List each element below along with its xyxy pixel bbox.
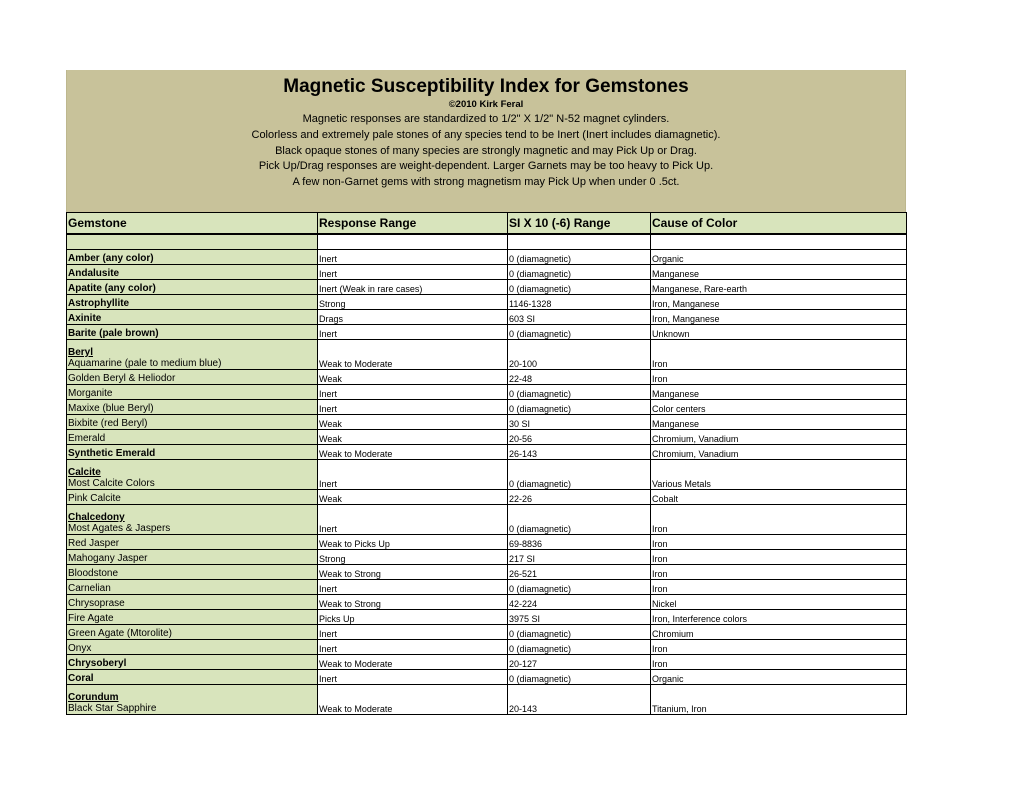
si-range-cell[interactable]: 26-521	[508, 565, 651, 580]
gemstone-cell[interactable]	[67, 460, 318, 490]
cause-of-color-cell[interactable]: Color centers	[651, 400, 907, 415]
si-range-cell[interactable]: 603 SI	[508, 310, 651, 325]
si-range-cell[interactable]: 42-224	[508, 595, 651, 610]
si-range-cell[interactable]: 1146-1328	[508, 295, 651, 310]
gemstone-name: Green Agate (Mtorolite)	[68, 628, 172, 639]
title-block	[66, 70, 906, 212]
cause-of-color-cell[interactable]: Iron, Manganese	[651, 295, 907, 310]
si-range-cell[interactable]: 0 (diamagnetic)	[508, 280, 651, 295]
cause-of-color-cell[interactable]: Various Metals	[651, 460, 907, 490]
response-cell[interactable]: Inert	[318, 265, 508, 280]
si-range-cell[interactable]: 0 (diamagnetic)	[508, 460, 651, 490]
gemstone-name: Fire Agate	[68, 613, 114, 624]
copyright: ©2010 Kirk Feral	[448, 99, 524, 110]
si-range-cell[interactable]: 69-8836	[508, 535, 651, 550]
table-row	[67, 595, 907, 610]
gemstone-cell[interactable]	[67, 250, 318, 265]
si-range-cell[interactable]: 20-127	[508, 655, 651, 670]
si-range-cell[interactable]: 22-48	[508, 370, 651, 385]
cause-of-color-cell[interactable]: Nickel	[651, 595, 907, 610]
cause-of-color-cell[interactable]: Manganese	[651, 265, 907, 280]
table-row	[67, 340, 907, 370]
table-row	[67, 640, 907, 655]
table-row	[67, 535, 907, 550]
table-row	[67, 565, 907, 580]
gemstone-name: Andalusite	[68, 268, 120, 279]
table-row	[67, 310, 907, 325]
table-row	[67, 625, 907, 640]
table-row	[67, 370, 907, 385]
table-row	[67, 610, 907, 625]
si-range-cell[interactable]: 20-143	[508, 685, 651, 715]
table-row	[67, 490, 907, 505]
si-range-cell[interactable]: 0 (diamagnetic)	[508, 400, 651, 415]
si-range-cell[interactable]: 0 (diamagnetic)	[508, 250, 651, 265]
response-cell[interactable]: Weak to Strong	[318, 595, 508, 610]
si-range-cell[interactable]: 20-56	[508, 430, 651, 445]
gemstone-name: Bixbite (red Beryl)	[68, 418, 148, 429]
cause-of-color-cell[interactable]: Manganese	[651, 415, 907, 430]
page-title: Magnetic Susceptibility Index for Gemstones	[283, 76, 689, 97]
response-cell[interactable]: Weak to Moderate	[318, 340, 508, 370]
response-cell[interactable]: Picks Up	[318, 610, 508, 625]
table-row	[67, 655, 907, 670]
gemstone-cell[interactable]	[67, 295, 318, 310]
table-row	[67, 400, 907, 415]
si-range-cell[interactable]: 0 (diamagnetic)	[508, 625, 651, 640]
table-row	[67, 385, 907, 400]
group-label: Calcite	[68, 467, 101, 478]
gemstone-name: Golden Beryl & Heliodor	[68, 373, 176, 384]
table-row	[67, 505, 907, 535]
table-row	[67, 325, 907, 340]
note-line: Colorless and extremely pale stones of any species tend to be Inert (Inert includes diamagnetic).	[251, 128, 721, 141]
spacer-cell	[67, 234, 318, 250]
response-cell[interactable]: Inert	[318, 460, 508, 490]
table-row	[67, 550, 907, 565]
cause-of-color-cell[interactable]: Iron	[651, 640, 907, 655]
si-range-cell[interactable]: 3975 SI	[508, 610, 651, 625]
gemstone-name: Apatite (any color)	[68, 283, 156, 294]
response-cell[interactable]: Weak to Moderate	[318, 445, 508, 460]
column-header-gemstone[interactable]: Gemstone	[67, 213, 318, 235]
gemstone-cell[interactable]	[67, 625, 318, 640]
note-line: Magnetic responses are standardized to 1/2" X 1/2" N-52 magnet cylinders.	[302, 113, 670, 125]
si-range-cell[interactable]: 22-26	[508, 490, 651, 505]
si-range-cell[interactable]: 0 (diamagnetic)	[508, 325, 651, 340]
gemstone-cell[interactable]	[67, 610, 318, 625]
note-line: Black opaque stones of many species are strongly magnetic and may Pick Up or Drag.	[275, 144, 697, 157]
gemstone-name: Coral	[68, 673, 94, 684]
cause-of-color-cell[interactable]: Chromium, Vanadium	[651, 430, 907, 445]
gemstone-cell[interactable]	[67, 325, 318, 340]
gemstone-table	[66, 212, 907, 715]
cause-of-color-cell[interactable]: Chromium, Vanadium	[651, 445, 907, 460]
response-cell[interactable]: Weak to Moderate	[318, 655, 508, 670]
si-range-cell[interactable]: 0 (diamagnetic)	[508, 640, 651, 655]
response-cell[interactable]: Weak to Strong	[318, 565, 508, 580]
gemstone-cell[interactable]	[67, 385, 318, 400]
response-cell[interactable]: Weak to Picks Up	[318, 535, 508, 550]
response-cell[interactable]: Inert	[318, 505, 508, 535]
gemstone-name: Barite (pale brown)	[68, 328, 159, 339]
response-cell[interactable]: Inert	[318, 385, 508, 400]
response-cell[interactable]: Drags	[318, 310, 508, 325]
column-header-response[interactable]: Response Range	[318, 213, 508, 235]
si-range-cell[interactable]: 0 (diamagnetic)	[508, 580, 651, 595]
gemstone-name: Morganite	[68, 388, 113, 399]
response-cell[interactable]: Weak	[318, 430, 508, 445]
spacer-cell	[508, 234, 651, 250]
gemstone-name: Synthetic Emerald	[68, 448, 156, 459]
group-label: Beryl	[68, 347, 94, 358]
table-header-row	[67, 213, 907, 235]
table-row	[67, 445, 907, 460]
gemstone-name: Bloodstone	[68, 568, 119, 579]
gemstone-cell[interactable]	[67, 280, 318, 295]
response-cell[interactable]: Strong	[318, 295, 508, 310]
cause-of-color-cell[interactable]: Iron	[651, 580, 907, 595]
gemstone-cell[interactable]	[67, 370, 318, 385]
gemstone-cell[interactable]	[67, 490, 318, 505]
table-row	[67, 295, 907, 310]
cause-of-color-cell[interactable]: Iron, Interference colors	[651, 610, 907, 625]
gemstone-cell[interactable]	[67, 505, 318, 535]
gemstone-cell[interactable]	[67, 640, 318, 655]
si-range-cell[interactable]: 30 SI	[508, 415, 651, 430]
gemstone-cell[interactable]	[67, 400, 318, 415]
table-row	[67, 280, 907, 295]
cause-of-color-cell[interactable]: Iron	[651, 655, 907, 670]
gemstone-name: Astrophyllite	[68, 298, 130, 309]
response-cell[interactable]: Weak	[318, 415, 508, 430]
note-line: Pick Up/Drag responses are weight-dependent. Larger Garnets may be too heavy to Pick Up.	[258, 160, 714, 173]
cause-of-color-cell[interactable]: Iron, Manganese	[651, 310, 907, 325]
cause-of-color-cell[interactable]: Organic	[651, 670, 907, 685]
cause-of-color-cell[interactable]: Manganese, Rare-earth	[651, 280, 907, 295]
response-cell[interactable]: Inert	[318, 250, 508, 265]
gemstone-name: Mahogany Jasper	[68, 553, 148, 564]
spacer-cell	[651, 234, 907, 250]
column-header-si-range[interactable]: SI X 10 (-6) Range	[508, 213, 651, 235]
response-cell[interactable]: Weak	[318, 490, 508, 505]
gemstone-cell[interactable]	[67, 565, 318, 580]
response-cell[interactable]: Weak to Moderate	[318, 685, 508, 715]
si-range-cell[interactable]: 0 (diamagnetic)	[508, 385, 651, 400]
gemstone-cell[interactable]	[67, 340, 318, 370]
si-range-cell[interactable]: 0 (diamagnetic)	[508, 265, 651, 280]
gemstone-name: Aquamarine (pale to medium blue)	[68, 358, 222, 369]
gemstone-name: Most Agates & Jaspers	[68, 523, 171, 534]
gemstone-name: Chrysoberyl	[68, 658, 127, 669]
table-row	[67, 430, 907, 445]
response-cell[interactable]: Weak	[318, 370, 508, 385]
gemstone-name: Pink Calcite	[68, 493, 121, 504]
gemstone-cell[interactable]	[67, 430, 318, 445]
gemstone-name: Maxixe (blue Beryl)	[68, 403, 154, 414]
response-cell[interactable]: Inert	[318, 580, 508, 595]
table-row	[67, 685, 907, 715]
gemstone-name: Most Calcite Colors	[68, 478, 155, 489]
gemstone-cell[interactable]	[67, 655, 318, 670]
gemstone-name: Amber (any color)	[68, 253, 154, 264]
table-row	[67, 670, 907, 685]
cause-of-color-cell[interactable]: Manganese	[651, 385, 907, 400]
gemstone-name: Chrysoprase	[68, 598, 125, 609]
response-cell[interactable]: Inert (Weak in rare cases)	[318, 280, 508, 295]
column-header-cause[interactable]: Cause of Color	[651, 213, 907, 235]
cause-of-color-cell[interactable]: Chromium	[651, 625, 907, 640]
cause-of-color-cell[interactable]: Iron	[651, 535, 907, 550]
cause-of-color-cell[interactable]: Iron	[651, 505, 907, 535]
table-row	[67, 265, 907, 280]
si-range-cell[interactable]: 20-100	[508, 340, 651, 370]
gemstone-name: Axinite	[68, 313, 102, 324]
gemstone-name: Red Jasper	[68, 538, 120, 549]
si-range-cell[interactable]: 26-143	[508, 445, 651, 460]
gemstone-name: Carnelian	[68, 583, 111, 594]
response-cell[interactable]: Inert	[318, 670, 508, 685]
response-cell[interactable]: Inert	[318, 325, 508, 340]
cause-of-color-cell[interactable]: Iron	[651, 550, 907, 565]
group-label: Corundum	[68, 692, 119, 703]
cause-of-color-cell[interactable]: Unknown	[651, 325, 907, 340]
cause-of-color-cell[interactable]: Iron	[651, 565, 907, 580]
table-row	[67, 460, 907, 490]
gemstone-cell[interactable]	[67, 580, 318, 595]
si-range-cell[interactable]: 0 (diamagnetic)	[508, 670, 651, 685]
spreadsheet	[66, 70, 906, 715]
response-cell[interactable]: Inert	[318, 400, 508, 415]
gemstone-cell[interactable]	[67, 415, 318, 430]
spacer-row	[67, 234, 907, 250]
cause-of-color-cell[interactable]: Cobalt	[651, 490, 907, 505]
table-row	[67, 250, 907, 265]
gemstone-cell[interactable]	[67, 310, 318, 325]
cause-of-color-cell[interactable]: Titanium, Iron	[651, 685, 907, 715]
gemstone-cell[interactable]	[67, 445, 318, 460]
table-row	[67, 580, 907, 595]
gemstone-cell[interactable]	[67, 265, 318, 280]
gemstone-cell[interactable]	[67, 535, 318, 550]
table-row	[67, 415, 907, 430]
spacer-cell	[318, 234, 508, 250]
gemstone-name: Black Star Sapphire	[68, 703, 157, 714]
note-line: A few non-Garnet gems with strong magnetism may Pick Up when under 0 .5ct.	[292, 176, 680, 189]
cause-of-color-cell[interactable]: Organic	[651, 250, 907, 265]
gemstone-name: Emerald	[68, 433, 106, 444]
gemstone-cell[interactable]	[67, 685, 318, 715]
response-cell[interactable]: Strong	[318, 550, 508, 565]
response-cell[interactable]: Inert	[318, 625, 508, 640]
gemstone-name: Onyx	[68, 643, 92, 654]
gemstone-cell[interactable]	[67, 550, 318, 565]
si-range-cell[interactable]: 217 SI	[508, 550, 651, 565]
si-range-cell[interactable]: 0 (diamagnetic)	[508, 505, 651, 535]
gemstone-cell[interactable]	[67, 670, 318, 685]
gemstone-cell[interactable]	[67, 595, 318, 610]
cause-of-color-cell[interactable]: Iron	[651, 370, 907, 385]
group-label: Chalcedony	[68, 512, 125, 523]
cause-of-color-cell[interactable]: Iron	[651, 340, 907, 370]
response-cell[interactable]: Inert	[318, 640, 508, 655]
